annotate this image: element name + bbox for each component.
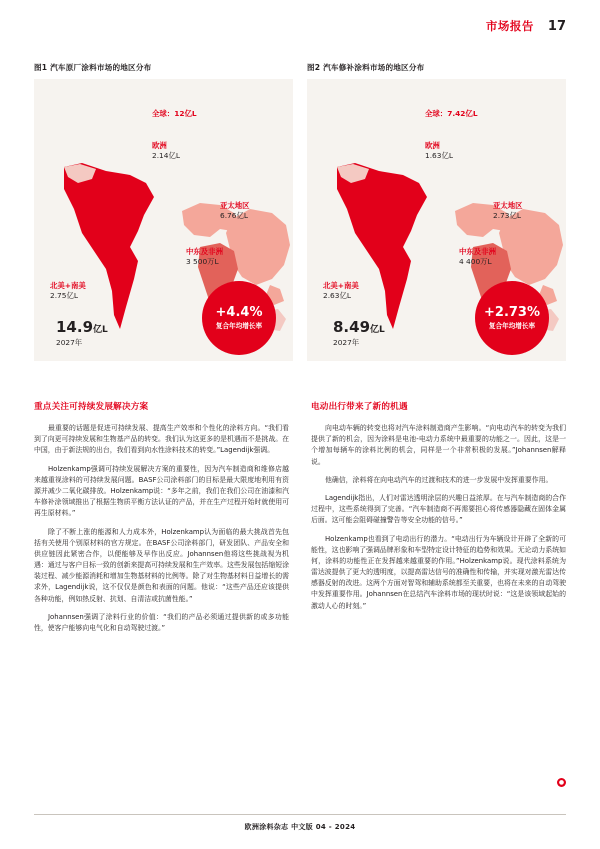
region-name: 中东及非洲 [186,247,223,256]
article-2-paragraph-1: 向电动车辆的转变也将对汽车涂料制造商产生影响。“向电动汽车的转变为我们提供了新的机会，因为涂料是电池-电动力系统中最重要的功能之一。因此，这是一个增加每辆车的涂料比例的机会，同样是一个非常积极的发展。”Johannsen解释说。 [311,424,566,466]
forecast-number: 8.49 [333,318,371,336]
figure-1-region-europe [152,141,180,161]
article-2-paragraph-4: Holzenkamp也看到了电动出行的潜力。“电动出行为车辆设计开辟了全新的可能性，这也影响了强调品牌形象和车型特定设计特征的趋势和效果。无论动力系统如何，涂料的功能性正在发挥越来越重要的作用。”Holzenkamp说。现代涂料系统为雷达波提供了更大的透明度，以提高雷达信号的准确性和传输，并实现对激光雷达传感器反射的改进。这两个方面对智驾和辅助系统都至关重要，也将在未来的自动驾驶中发挥重要作用。Johannsen在总结汽车涂料市场的现状时说：“这是该领域起始的激动人心的时刻。” [311,534,566,610]
cagr-label: 复合年均增长率 [488,321,536,330]
region-name: 北美+南美 [323,281,359,290]
figure-2-cagr-badge [475,281,549,355]
figure-1-region-asia-pacific [220,201,250,221]
region-value: 6.76亿L [220,210,248,220]
region-value: 2.73亿L [493,210,521,220]
forecast-year: 2027年 [333,338,360,347]
region-name: 北美+南美 [50,281,86,290]
article-2-heading: 电动出行带来了新的机遇 [311,402,408,412]
forecast-unit: 亿L [93,325,108,335]
cagr-value: +4.4% [215,304,263,320]
figure-1-region-americas [50,281,86,301]
figure-1-global-value: 12亿L [174,109,197,118]
article-2-paragraph-3: Lagendijk指出，人们对雷达透明涂层的兴趣日益浓厚。在与汽车制造商的合作过程中，这些系统得到了完善。“汽车制造商不再需要担心将传感器隐藏在固体金属后面。这可能会阻碍碰撞警告等安全功能的信号。” [311,493,566,525]
article-2-paragraph-2: 他确信，涂料将在向电动汽车的过渡和技术的进一步发展中发挥重要作用。 [325,475,553,484]
figure-1-global-label: 全球： [152,109,175,118]
figure-1-body [34,79,293,361]
figures-row [34,62,566,361]
cagr-label: 复合年均增长率 [215,321,263,330]
region-value: 1.63亿L [425,150,453,160]
figure-1-cagr-badge [202,281,276,355]
page-footer [0,814,600,833]
figure-2-forecast [333,317,385,348]
article-1-paragraph-1: 最重要的话题是促进可持续发展、提高生产效率和个性化的涂料方向。“我们看到了向更可持续发展和生物基产品的转变。我们认为这更多的是机遇而不是挑战。在中国，由于新法规的出台，我们看到向水性涂料技术的转变。”Lagendijk强调。 [34,424,289,455]
region-value: 2.63亿L [323,290,351,300]
region-value: 2.75亿L [50,290,78,300]
page-title: 市场报告 [485,19,534,33]
figure-1-caption: 图1 汽车原厂涂料市场的地区分布 [34,63,152,72]
figure-1-forecast [56,317,108,348]
region-name: 欧洲 [152,141,167,150]
region-value: 4 400万L [459,256,492,266]
figure-2-region-asia-pacific [493,201,523,221]
article-column-right [311,400,566,641]
article-1-paragraph-2: Holzenkamp强调可持续发展解决方案的重要性，因为汽车制造商和维修店越来越重视涂料的可持续发展问题。BASF公司涂料部门的目标是最大限度地利用有资源并减少二氧化碳排放。Holzenkamp说：“多年之前，我们在我们公司在油漆和汽车修补涂领域推出了根据生物质平衡方法认证的产品，并在生产过程开始时就使用可再生原材料。” [34,464,289,518]
figure-1 [34,62,293,361]
figure-2-region-mea [459,247,496,267]
cagr-value: +2.73% [484,304,540,320]
region-name: 亚太地区 [220,201,250,210]
figure-1-region-mea [186,247,223,267]
forecast-year: 2027年 [56,338,83,347]
article-1-paragraph-4: Johannsen强调了涂料行业的价值：“我们的产品必须通过提供新的或多功能性，使客户能够向电气化和自动驾驶过渡。” [34,612,289,632]
region-name: 欧洲 [425,141,440,150]
end-of-article-marker: ● [558,779,565,786]
forecast-unit: 亿L [370,325,385,335]
footer-text: 欧洲涂料杂志 中文版 04 - 2024 [244,823,356,831]
figure-2-global-label: 全球： [425,109,448,118]
figure-2-body [307,79,566,361]
figure-2-region-americas [323,281,359,301]
region-name: 亚太地区 [493,201,523,210]
article-columns [34,400,566,641]
region-value: 3 500万L [186,256,219,266]
article-column-left [34,400,289,641]
region-value: 2.14亿L [152,150,180,160]
figure-2-global [425,109,478,119]
figure-1-global [152,109,197,119]
article-1-heading: 重点关注可持续发展解决方案 [34,402,149,412]
forecast-number: 14.9 [56,318,94,336]
figure-2-region-europe [425,141,453,161]
page-header [486,18,566,34]
page-number: 17 [547,18,566,34]
region-name: 中东及非洲 [459,247,496,256]
figure-2-global-value: 7.42亿L [447,109,478,118]
article-1-paragraph-3: 除了不断上涨的能源和人力成本外，Holzenkamp认为面临的最大挑战首先包括有关使用个别原材料的官方规定。在BASF公司涂料部门，研发团队、产品安全和供应链因此紧密合作，以便能够及早作出反应。Johannsen他将这些挑战视为机遇：通过与客户目标一致的创新来提高可持续发展和生产效率。这些发展包括缩短涂装过程、减少能源消耗和增加生物基材料的比例等。除了对生物基材料日益增长的需求外，Lagendijk说，这不仅仅是颜色和表面的问题。他说：“这些产品还应该提供各种功能，例如热反射、抗划、自清洁或抗菌性能。” [34,527,289,603]
figure-2 [307,62,566,361]
figure-2-caption: 图2 汽车修补涂料市场的地区分布 [307,63,425,72]
